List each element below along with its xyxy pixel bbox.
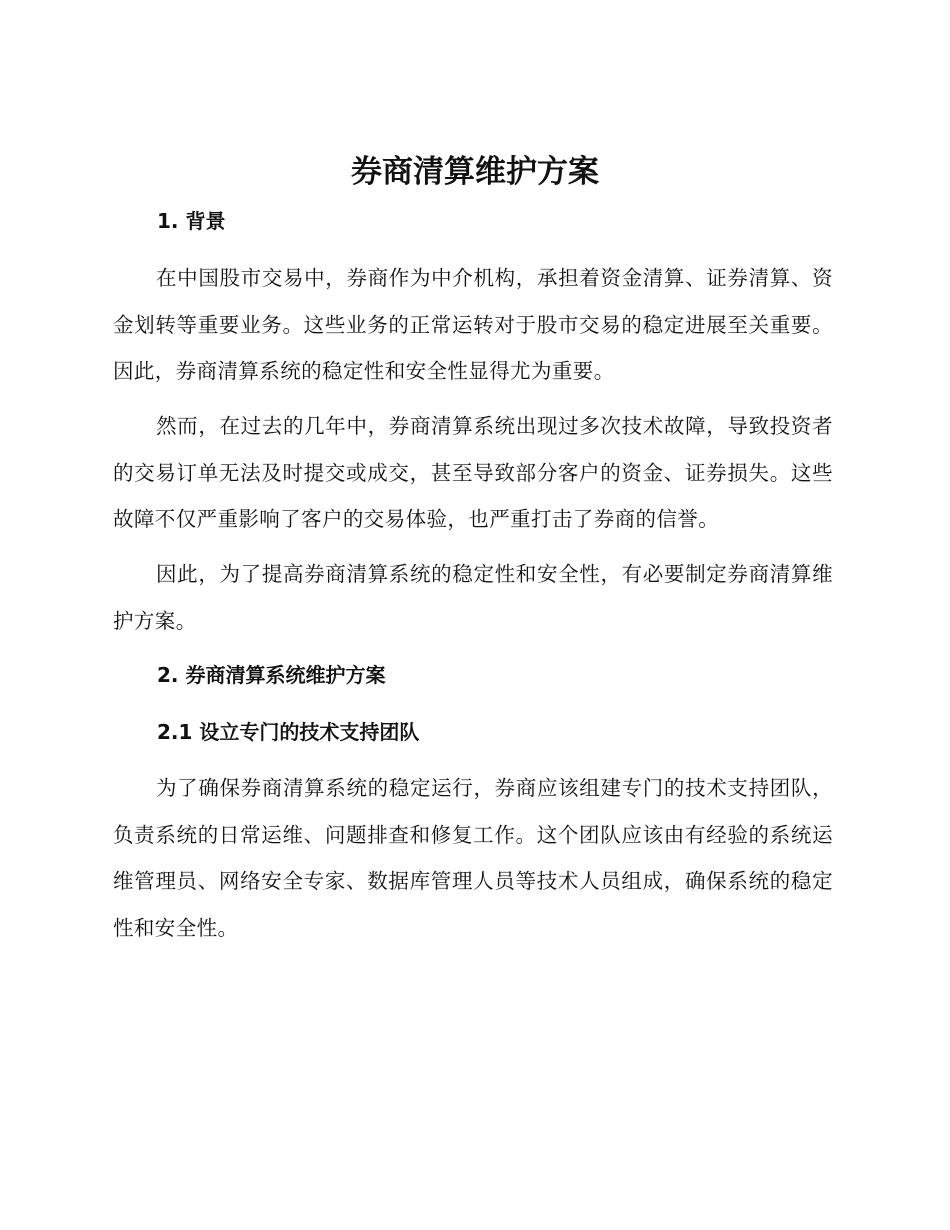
paragraph-background-2: 然而，在过去的几年中，券商清算系统出现过多次技术故障，导致投资者的交易订单无法及时提交或成交，甚至导致部分客户的资金、证券损失。这些故障不仅严重影响了客户的交易体验，也严重打击了券商的信誉。	[113, 414, 833, 531]
paragraph-background-3: 因此，为了提高券商清算系统的稳定性和安全性，有必要制定券商清算维护方案。	[113, 562, 833, 633]
subsection-heading-support-team: 2.1 设立专门的技术支持团队	[157, 720, 420, 744]
section-heading-maintenance-plan: 2. 券商清算系统维护方案	[157, 663, 386, 687]
paragraph-background-1: 在中国股市交易中，券商作为中介机构，承担着资金清算、证券清算、资金划转等重要业务。这些业务的正常运转对于股市交易的稳定进展至关重要。因此，券商清算系统的稳定性和安全性显得尤为重要。	[113, 266, 833, 383]
paragraph-support-team: 为了确保券商清算系统的稳定运行，券商应该组建专门的技术支持团队，负责系统的日常运维、问题排查和修复工作。这个团队应该由有经验的系统运维管理员、网络安全专家、数据库管理人员等技术人员组成，确保系统的稳定性和安全性。	[113, 776, 833, 940]
document-title: 券商清算维护方案	[351, 154, 599, 190]
section-heading-background: 1. 背景	[157, 209, 226, 233]
